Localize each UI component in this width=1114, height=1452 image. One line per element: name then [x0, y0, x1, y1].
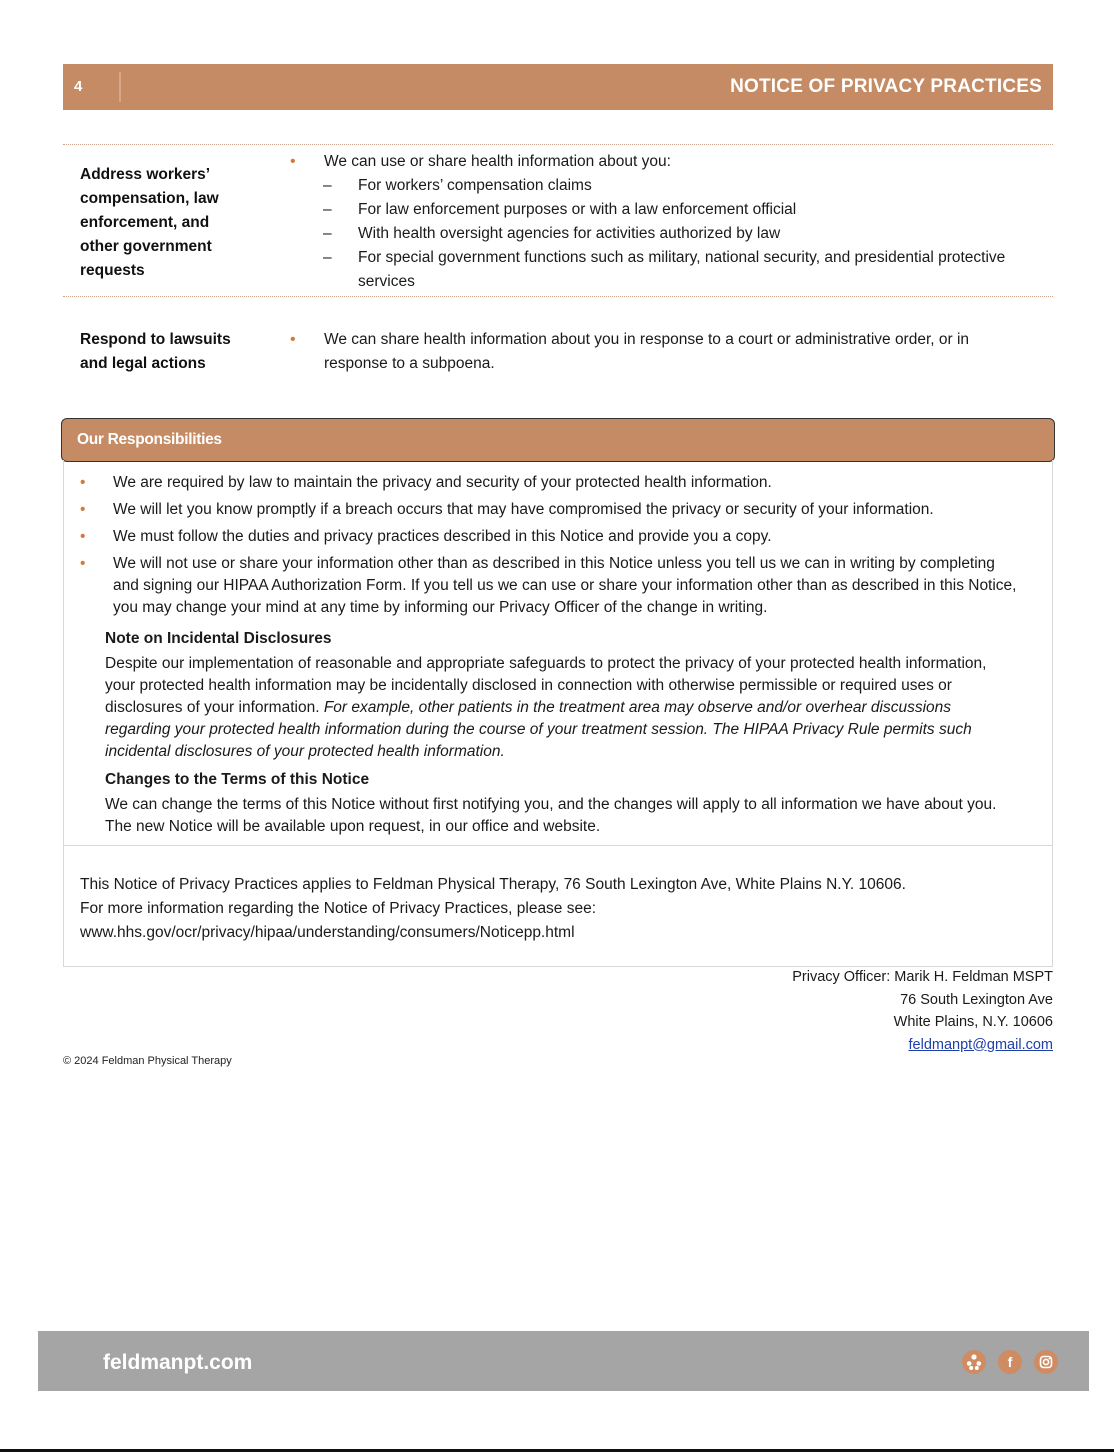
list-item-text: We are required by law to maintain the privacy and security of your protected health information.: [113, 474, 772, 491]
label-line: Address workers’: [80, 166, 211, 183]
dash-icon: –: [323, 249, 332, 266]
row-divider: [63, 296, 1053, 297]
list-item-text: We will let you know promptly if a breach occurs that may have compromised the privacy or security of your information.: [113, 501, 934, 518]
label-line: enforcement, and: [80, 214, 210, 231]
row-label-government-requests: [80, 163, 270, 283]
changes-note: [105, 769, 1015, 838]
label-line: requests: [80, 262, 145, 279]
note-heading: Note on Incidental Disclosures: [105, 630, 332, 647]
row-body-lawsuits: [290, 328, 1035, 376]
section-title: Our Responsibilities: [77, 431, 222, 448]
dash-icon: –: [323, 201, 332, 218]
list-item: [80, 499, 1030, 521]
list-item-text: We will not use or share your information other than as described in this Notice unless you tell us we can in writing by completing and signing our HIPAA Authorization Form. If you tell us we can use or share your information other than as described in this Notice, you may change your mind at any time by informing our Privacy Officer of the change in writing.: [113, 555, 1017, 616]
note-body: We can change the terms of this Notice without first notifying you, and the changes will apply to all information we have about you. The new Notice will be available upon request, in our office and website.: [105, 796, 997, 835]
list-item-text: With health oversight agencies for activities authorized by law: [358, 225, 781, 242]
officer-name: Privacy Officer: Marik H. Feldman MSPT: [792, 969, 1053, 985]
applies-line: This Notice of Privacy Practices applies to Feldman Physical Therapy, 76 South Lexington Ave, White Plains N.Y. 10606.: [80, 876, 906, 893]
list-item-text: For workers’ compensation claims: [358, 177, 592, 194]
bullet-icon: •: [290, 331, 296, 348]
list-item-text: For law enforcement purposes or with a law enforcement official: [358, 201, 797, 218]
label-line: other government: [80, 238, 212, 255]
label-line: Respond to lawsuits: [80, 331, 231, 348]
reference-link[interactable]: www.hhs.gov/ocr/privacy/hipaa/understanding/consumers/Noticepp.html: [80, 924, 575, 941]
list-item: [80, 472, 1030, 494]
dash-icon: –: [323, 225, 332, 242]
list-item: [290, 198, 1050, 222]
dash-icon: –: [323, 177, 332, 194]
bullet-icon: •: [290, 153, 296, 170]
responsibilities-header: [61, 418, 1055, 462]
list-item: [290, 328, 1035, 376]
note-italic: For example, other patients in the treatment area may observe and/or overhear discussions regarding your protected health information during the course of your treatment session. The HIPAA Privacy Rule permits such incidental disclosures of your protected health information.: [105, 699, 972, 760]
list-item-text: For special government functions such as military, national security, and presidential protective services: [358, 249, 1006, 290]
list-item: [80, 526, 1030, 548]
note-heading: Changes to the Terms of this Notice: [105, 771, 370, 788]
bullet-icon: •: [80, 474, 86, 491]
bullet-icon: •: [80, 555, 86, 572]
page-number: 4: [74, 78, 83, 95]
bullet-icon: •: [80, 528, 86, 545]
row-label-lawsuits: [80, 328, 270, 376]
officer-city: White Plains, N.Y. 10606: [893, 1014, 1053, 1030]
responsibilities-list: [80, 472, 1030, 624]
website-link[interactable]: feldmanpt.com: [103, 1351, 253, 1374]
row-text: We can share health information about you in response to a court or administrative order, or in response to a subpoena.: [324, 331, 970, 372]
label-line: compensation, law: [80, 190, 219, 207]
copyright: © 2024 Feldman Physical Therapy: [63, 1055, 232, 1067]
row-body-government-requests: [290, 150, 1050, 294]
page-header-bar: [63, 64, 1053, 110]
applies-line: For more information regarding the Notice of Privacy Practices, please see:: [80, 900, 597, 917]
list-item: [290, 222, 1050, 246]
section-divider: [63, 845, 1053, 846]
row-divider: [63, 144, 1053, 145]
list-item: [290, 174, 1050, 198]
header-separator: [119, 72, 121, 102]
bullet-icon: •: [80, 501, 86, 518]
note-text: [105, 653, 1000, 763]
instagram-icon[interactable]: [1034, 1350, 1058, 1374]
officer-email-link[interactable]: feldmanpt@gmail.com: [908, 1036, 1053, 1053]
privacy-officer-block: [792, 966, 1053, 1056]
incidental-disclosures-note: [105, 628, 1000, 763]
list-item: [80, 553, 1018, 619]
yelp-icon[interactable]: [962, 1350, 986, 1374]
row-intro: We can use or share health information about you:: [324, 153, 671, 170]
list-item: [290, 246, 1018, 294]
officer-street: 76 South Lexington Ave: [900, 991, 1053, 1008]
footer-bar: [38, 1331, 1089, 1391]
facebook-icon[interactable]: f: [998, 1350, 1022, 1374]
page-title: NOTICE OF PRIVACY PRACTICES: [730, 76, 1042, 97]
applies-statement: [80, 873, 1040, 945]
label-line: and legal actions: [80, 355, 206, 372]
list-item-text: We must follow the duties and privacy practices described in this Notice and provide you a copy.: [113, 528, 772, 545]
list-item: [290, 150, 1050, 174]
note-body: Despite our implementation of reasonable and appropriate safeguards to protect the privacy of your protected health information, your protected health information may be incidentally disclosed in connection with otherwise permissible or required uses or disclosures of your information.: [105, 655, 987, 716]
